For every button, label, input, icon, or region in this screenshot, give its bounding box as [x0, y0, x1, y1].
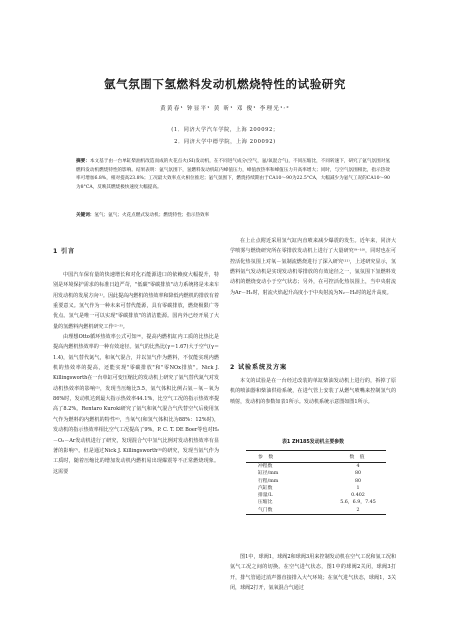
right-column-top	[230, 236, 396, 298]
method-paragraph: 本文的试验是在一台经过改装的单缸柴油发动机上进行的，拆掉了原机的喷油器和柴油供给系统，在进气管上安装了从燃气喷嘴来控制氢气的喷射，发动机的参数如表1所示。发动机系统示意图如图1所示。	[230, 378, 396, 405]
abstract-label: 摘要：	[76, 159, 90, 164]
abstract-text: 本文基于由一台单缸柴油机改造而成的火花点火(SI)发动机，在不同进气成分(空气，氩/氧混合气)，不同压缩比，不同转速下，研究了氩气氛围对氢燃料发动机燃烧特性的影响。结果表明：氩气氛围下，氢燃料发动机缸内峰值压力，峰值放热率和峰值压力升高率增大；同时，与空气氛围相比，指示热效率可增加6.8%，相对提高23.8%；工况最大效率点火相位推迟；氩气氛围下，燃烧持续期由于CA10～90为22.5°CA，大幅减少为氩气工况的CA10～90为8°CA，反映其燃烧极快速度大幅提高。	[76, 159, 390, 190]
table-row	[246, 492, 386, 499]
table-header-row	[246, 451, 386, 463]
table-cell: 5.6，6.9，7.45	[340, 500, 376, 506]
table-cell: 行程/mm	[258, 478, 279, 484]
method-column	[230, 376, 396, 407]
table-row	[246, 463, 386, 471]
intro-paragraph-1: 中国汽车保有量的快速增长和对化石能源进口的依赖度大幅提升，特别是环境保护需求的标准日趋严苛，"低碳"零碳排放"动力系统将是未来车用发动机的发展方向⁽¹⁾。因此提高内燃机的热效率和降低内燃机的排放有着重要意义。氢气作为一种未来可替代能源，具有零碳排放，燃烧极限广等优点。氢气是唯一可以实现"零碳排放"的清洁能源。国内外已经开展了大量的氢燃料内燃机研究工作⁽²⁻³⁾。	[53, 272, 220, 330]
table-header-value: 数 值	[330, 451, 386, 463]
engine-parameter-table	[246, 450, 386, 515]
keywords-label: 关键词：	[76, 213, 95, 218]
table-header-param: 参 数	[246, 451, 330, 463]
table-cell: 80	[354, 471, 362, 477]
intro-paragraph-3: 在上止点附近采用氢气缸内直喷来减少爆震的发生。近年来，同济大学喷雾与燃烧研究所在零排放发动机上进行了大量研究⁽⁹⁻¹⁰⁾，同时也在可控活化热氛围上对氧－氩制流燃烧进行了深入研究⁽¹¹⁾，上述研究显示，氢燃料氩气发动机是实现发动机零排放的有效途径之一，氩氛围下氢燃料发动机的燃烧变动小于空气状态；另外，在可控活化热氛围上，当中央射流为Ar－H₂时，射流火焰起升高度小于中央射流为N₂－H₂时的起升高度。	[230, 238, 396, 296]
table-cell: 排量/L	[258, 493, 273, 499]
table-cell: 2	[330, 507, 386, 515]
intro-paragraph-2: 由理想Otto循环热效率公式可知⁽⁴⁾，提高内燃机缸内工质的比热比是提高内燃机热效率的一种有效途径。氩气的比热比(γ＝1.67)大于空气(γ＝1.4)，氩气替代氮气，和氧气混合，并以氢气作为燃料，不仅能实现内燃机的热效率的提高，还能实现"零碳排放"和"零NOx排放"。Nick J. Killingsworth在一台单缸可变压缩比的发动机上研究了氩气替代氮气对发动机热效率的影响⁽⁵⁾，发现当压缩比5.5，氩气体积比例占氩－氧－氧为86%时，发动机达到最大指示热效率44.1%，比空气工况的指示热效率提高了8.2%。Rentaro Kuroki研究了氩气和氧气混合气代替空气后使用氢气作为燃料的内燃机的特性⁽⁶⁾，当氧气(和氢气体积比为88%：12%时)，发动机的指示热效率相比空气工况提高了9%。P. C. T. DE Boer等也对H₂－O₂－Ar发动机进行了研究，发现混合气中氢气比例对发动机热效率有显著的影响⁽⁷⁾。但是通过Nick J. Killingsworth⁽⁸⁾的研究，发现当氩气作为工质时，随着压缩比的增加发动机内燃机易出现爆震等不正常燃烧现象。这需要	[53, 334, 219, 475]
abstract	[76, 158, 390, 192]
table-row	[246, 499, 386, 506]
section-heading-intro: 1 引言	[53, 248, 76, 255]
left-column	[53, 270, 219, 477]
table-caption: 表1 ZH185发动机主要参数	[281, 439, 345, 445]
author-list: 黄黄春¹ 钟显平¹ 黄 昕¹ 邓 俊¹ 李理光¹˒²	[160, 106, 290, 112]
paper-title: 氩气氛围下氢燃料发动机燃烧特性的试验研究	[104, 77, 346, 91]
keywords	[76, 212, 390, 221]
table-row	[246, 470, 386, 477]
section-heading-method: 2 试验系统及方案	[230, 364, 287, 371]
table-cell: 压缩比	[258, 500, 273, 506]
table-cell: 缸径/mm	[258, 471, 279, 477]
table-cell: 0.402	[351, 493, 365, 499]
table-row	[246, 507, 386, 515]
table-cell: 4	[356, 464, 360, 469]
figure-description-paragraph: 图1中，球阀1，球阀2和球阀3用来控制发动机在空气工况和氩工况和氩气工况之间的切换。在空气进气状态，图1中的球阀2关闭，球阀3打开，排气管通过消声器直接排入大气环境；在氩气进气状态，球阀1，3关闭，球阀2打开，氩氧混合气通过	[230, 554, 396, 592]
table-row	[246, 478, 386, 485]
affiliation-1: (1．同济大学汽车学院，上海 200092；	[171, 127, 279, 133]
table-cell: 气门数	[246, 507, 330, 515]
table-cell: 冲程数	[258, 464, 273, 469]
bottom-column	[230, 552, 396, 593]
affiliation-2: 2．同济大学中德学院，上海 200092)	[174, 139, 276, 145]
table-cell: 80	[354, 478, 362, 484]
table-row	[246, 485, 386, 492]
keywords-text: 氢气；氩气；火花点燃式发动机；燃烧特性；指示热效率	[94, 213, 210, 218]
table-cell: 1	[356, 485, 360, 491]
table-cell: 汽缸数	[258, 485, 273, 491]
